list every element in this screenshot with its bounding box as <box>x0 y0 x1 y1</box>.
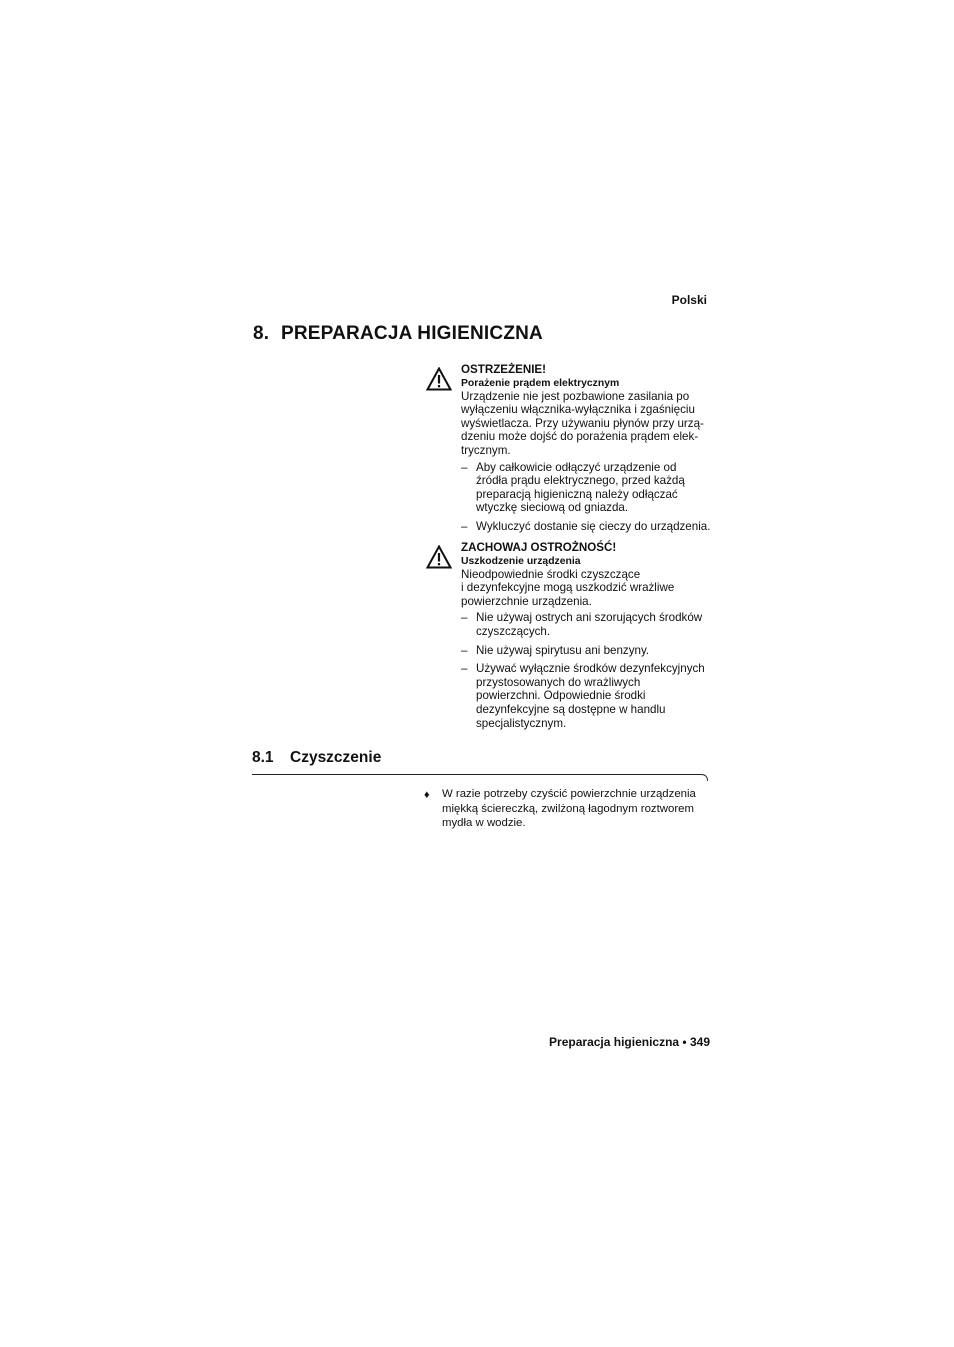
text-line: czyszczących. <box>476 624 551 638</box>
text-line: W razie potrzeby czyścić powierzchnie urządzenia <box>442 788 696 800</box>
dash-marker: – <box>461 611 468 625</box>
dash-marker: – <box>461 519 468 533</box>
text-line: mydła w wodzie. <box>442 817 526 830</box>
text-line: trycznym. <box>461 443 511 457</box>
list-item <box>461 520 713 534</box>
dash-marker: – <box>461 643 468 657</box>
text-line: dzeniu może dojść do porażenia prądem elek- <box>461 430 699 444</box>
text-line: przystosowanych do wrażliwych <box>476 675 641 689</box>
caution-instructions <box>461 611 713 730</box>
text-line: preparacją higieniczną należy odłączać <box>476 487 678 501</box>
page-footer: Preparacja higieniczna • 349 <box>549 1035 710 1049</box>
warning-triangle-icon <box>426 545 452 569</box>
dash-marker: – <box>461 460 468 474</box>
text-line: dezynfekcyjne są dostępne w handlu <box>476 702 666 716</box>
language-label: Polski <box>671 293 707 307</box>
text-line: Urządzenie nie jest pozbawione zasilania po <box>461 389 690 403</box>
warning-subheading: Porażenie prądem elektrycznym <box>461 377 620 389</box>
text-line: Nie używaj ostrych ani szorujących środków <box>476 611 703 625</box>
cleaning-instruction <box>442 787 712 831</box>
caution-subheading: Uszkodzenie urządzenia <box>461 555 581 567</box>
chapter-number: 8. <box>253 323 270 344</box>
chapter-title-text: PREPARACJA HIGIENICZNA <box>281 323 543 344</box>
dash-marker: – <box>461 662 468 676</box>
caution-heading: ZACHOWAJ OSTROŻNOŚĆ! <box>461 541 617 554</box>
caution-text <box>461 568 713 609</box>
section-divider <box>252 773 708 785</box>
text-line: Wykluczyć dostanie się cieczy do urządzenia. <box>476 519 711 533</box>
text-line: wyświetlacza. Przy używaniu płynów przy urzą- <box>461 416 704 430</box>
text-line: specjalistycznym. <box>476 716 567 730</box>
warning-heading: OSTRZEŻENIE! <box>461 363 547 376</box>
section-title <box>252 749 381 767</box>
text-line: Aby całkowicie odłączyć urządzenie od <box>476 460 677 474</box>
list-item <box>461 461 713 515</box>
warning-triangle-icon <box>426 367 452 391</box>
text-line: i dezynfekcyjne mogą uszkodzić wrażliwe <box>461 581 675 595</box>
text-line: miękką ściereczką, zwilżoną łagodnym roztworem <box>442 802 694 815</box>
text-line: wyłączeniu włącznika-wyłącznika i zgaśnięciu <box>461 403 695 417</box>
text-line: powierzchnie urządzenia. <box>461 594 592 608</box>
list-item <box>461 662 713 730</box>
text-line: Używać wyłącznie środków dezynfekcyjnych <box>476 662 705 676</box>
text-line: Nie używaj spirytusu ani benzyny. <box>476 643 650 657</box>
chapter-title <box>253 323 543 345</box>
text-line: powierzchni. Odpowiednie środki <box>476 689 646 703</box>
text-line: wtyczkę sieciową od gniazda. <box>476 501 629 515</box>
caution-block-damage <box>461 541 713 735</box>
list-item <box>461 644 713 658</box>
warning-text <box>461 390 713 458</box>
warning-instructions <box>461 461 713 534</box>
section-number: 8.1 <box>252 749 274 766</box>
list-item <box>461 611 713 638</box>
section-title-text: Czyszczenie <box>290 749 382 766</box>
warning-block-electric <box>461 363 713 539</box>
text-line: Nieodpowiednie środki czyszczące <box>461 567 641 581</box>
text-line: źródła prądu elektrycznego, przed każdą <box>476 474 685 488</box>
diamond-bullet-icon: ♦ <box>424 789 430 801</box>
